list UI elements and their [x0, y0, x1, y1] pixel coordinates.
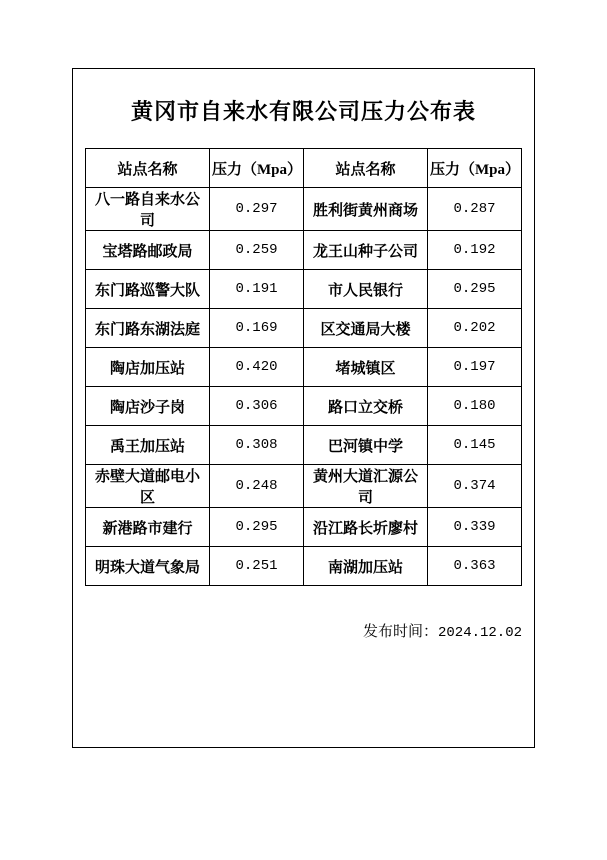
pressure-value-cell: 0.374 — [428, 465, 522, 508]
pressure-value-cell: 0.339 — [428, 508, 522, 547]
station-name-cell: 新港路市建行 — [86, 508, 210, 547]
pressure-value-cell: 0.191 — [210, 270, 304, 309]
pressure-value-cell: 0.295 — [210, 508, 304, 547]
station-name-cell: 八一路自来水公司 — [86, 188, 210, 231]
pressure-value-cell: 0.251 — [210, 547, 304, 586]
table-row — [86, 348, 522, 387]
pressure-value-cell: 0.420 — [210, 348, 304, 387]
header-station-name-left: 站点名称 — [86, 149, 210, 188]
station-name-cell: 堵城镇区 — [304, 348, 428, 387]
station-name-cell: 禹王加压站 — [86, 426, 210, 465]
pressure-value-cell: 0.248 — [210, 465, 304, 508]
pressure-value-cell: 0.202 — [428, 309, 522, 348]
publish-label: 发布时间： — [362, 624, 438, 640]
station-name-cell: 宝塔路邮政局 — [86, 231, 210, 270]
station-name-cell: 区交通局大楼 — [304, 309, 428, 348]
station-name-cell: 市人民银行 — [304, 270, 428, 309]
station-name-cell: 明珠大道气象局 — [86, 547, 210, 586]
table-row — [86, 547, 522, 586]
page-title: 黄冈市自来水有限公司压力公布表 — [130, 99, 476, 124]
table-row — [86, 387, 522, 426]
table-row — [86, 309, 522, 348]
pressure-value-cell: 0.180 — [428, 387, 522, 426]
table-row — [86, 465, 522, 508]
pressure-value-cell: 0.295 — [428, 270, 522, 309]
station-name-cell: 陶店加压站 — [86, 348, 210, 387]
table-row — [86, 508, 522, 547]
pressure-value-cell: 0.192 — [428, 231, 522, 270]
pressure-value-cell: 0.145 — [428, 426, 522, 465]
station-name-cell: 东门路巡警大队 — [86, 270, 210, 309]
table-row — [86, 231, 522, 270]
station-name-cell: 赤壁大道邮电小区 — [86, 465, 210, 508]
pressure-value-cell: 0.287 — [428, 188, 522, 231]
header-station-name-right: 站点名称 — [304, 149, 428, 188]
table-row — [86, 426, 522, 465]
station-name-cell: 黄州大道汇源公司 — [304, 465, 428, 508]
publish-info — [85, 586, 522, 641]
station-name-cell: 沿江路长圻廖村 — [304, 508, 428, 547]
pressure-value-cell: 0.169 — [210, 309, 304, 348]
station-name-cell: 龙王山种子公司 — [304, 231, 428, 270]
station-name-cell: 巴河镇中学 — [304, 426, 428, 465]
pressure-table — [85, 148, 522, 586]
station-name-cell: 东门路东湖法庭 — [86, 309, 210, 348]
pressure-value-cell: 0.306 — [210, 387, 304, 426]
pressure-value-cell: 0.363 — [428, 547, 522, 586]
header-pressure-right: 压力（Mpa） — [428, 149, 522, 188]
table-header-row — [86, 149, 522, 188]
table-row — [86, 188, 522, 231]
pressure-value-cell: 0.297 — [210, 188, 304, 231]
table-row — [86, 270, 522, 309]
document-frame — [72, 68, 535, 748]
pressure-value-cell: 0.308 — [210, 426, 304, 465]
pressure-value-cell: 0.197 — [428, 348, 522, 387]
station-name-cell: 陶店沙子岗 — [86, 387, 210, 426]
station-name-cell: 路口立交桥 — [304, 387, 428, 426]
publish-date: 2024.12.02 — [437, 625, 522, 641]
station-name-cell: 南湖加压站 — [304, 547, 428, 586]
header-pressure-left: 压力（Mpa） — [210, 149, 304, 188]
pressure-value-cell: 0.259 — [210, 231, 304, 270]
station-name-cell: 胜利街黄州商场 — [304, 188, 428, 231]
